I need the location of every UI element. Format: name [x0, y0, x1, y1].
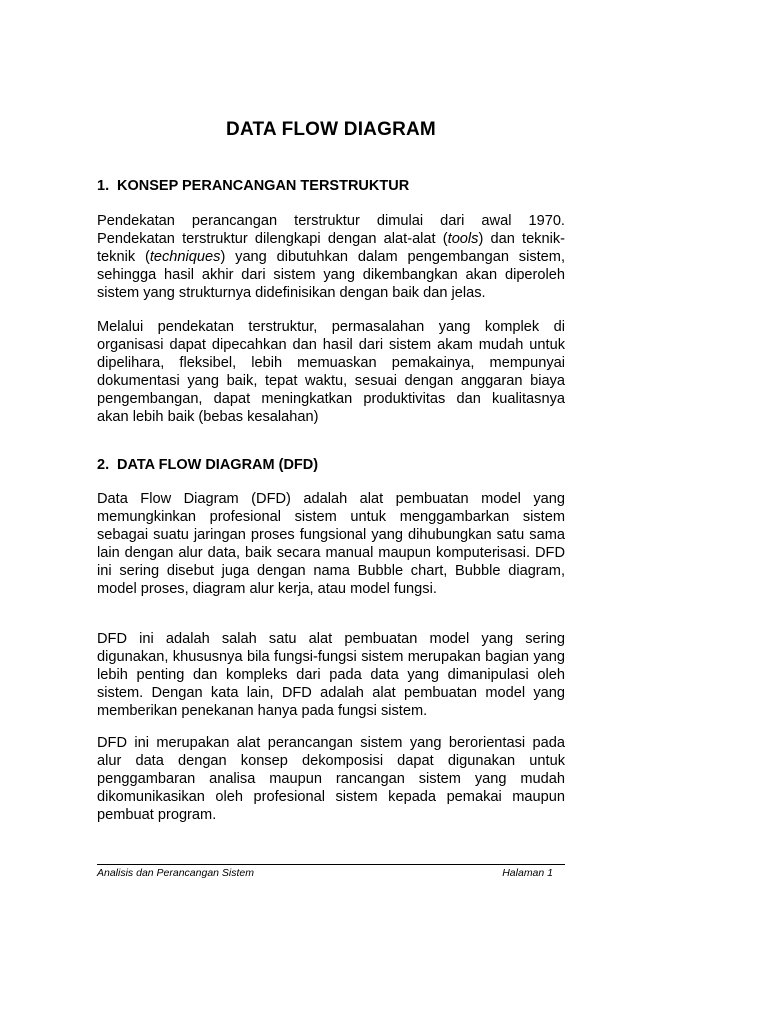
section-title-1: KONSEP PERANCANGAN TERSTRUKTUR — [117, 178, 410, 194]
paragraph-text: Pendekatan perancangan terstruktur dimulai dari awal 1970. Pendekatan terstruktur dilengkapi dengan alat-alat ( — [97, 213, 565, 247]
italic-term-tools: tools — [447, 231, 479, 247]
section-heading-1 — [97, 178, 409, 194]
paragraph-2-3: DFD ini merupakan alat perancangan sistem yang berorientasi pada alur data dengan konsep dekomposisi dapat digunakan untuk penggambaran analisa maupun rancangan sistem yang mudah dikomunikasikan oleh profesional sistem kepada pemakai maupun pembuat program. — [97, 735, 565, 823]
paragraph-1-1 — [97, 212, 565, 302]
section-number-1: 1. — [97, 178, 110, 194]
footer-course-name: Analisis dan Perancangan Sistem — [97, 867, 255, 879]
paragraph-2-2: DFD ini adalah salah satu alat pembuatan model yang sering digunakan, khususnya bila fungsi-fungsi sistem merupakan bagian yang lebih penting dan kompleks dari pada data yang dimanipulasi oleh sistem. Dengan kata lain, DFD adalah alat pembuatan model yang memberikan penekanan hanya pada fungsi sistem. — [97, 631, 565, 719]
paragraph-text: ) yang dibutuhkan dalam pengembangan sistem, sehingga hasil akhir dari sistem yang dikembangkan akan diperoleh sistem yang strukturnya didefinisikan dengan baik dan jelas. — [97, 249, 565, 301]
footer-page-number: Halaman 1 — [502, 867, 553, 879]
paragraph-1-2: Melalui pendekatan terstruktur, permasalahan yang komplek di organisasi dapat dipecahkan dan hasil dari sistem akam mudah untuk dipelihara, fleksibel, lebih memuaskan pemakainya, mempunyai dokumentasi yang baik, tepat waktu, sesuai dengan anggaran biaya pengembangan, dapat meningkatkan produktivitas dan kualitasnya akan lebih baik (bebas kesalahan) — [97, 319, 565, 425]
section-title-2: DATA FLOW DIAGRAM (DFD) — [117, 457, 319, 473]
italic-term-techniques: techniques — [149, 249, 221, 265]
page-footer — [97, 864, 565, 879]
paragraph-text: ) dan teknik-teknik ( — [97, 231, 565, 265]
section-heading-2 — [97, 457, 318, 473]
page-title: DATA FLOW DIAGRAM — [226, 119, 436, 140]
paragraph-2-1: Data Flow Diagram (DFD) adalah alat pembuatan model yang memungkinkan profesional sistem untuk menggambarkan sistem sebagai suatu jaringan proses fungsional yang dihubungkan satu sama lain dengan alur data, baik secara manual maupun komputerisasi. DFD ini sering disebut juga dengan nama Bubble chart, Bubble diagram, model proses, diagram alur kerja, atau model fungsi. — [97, 491, 565, 597]
section-number-2: 2. — [97, 457, 110, 473]
